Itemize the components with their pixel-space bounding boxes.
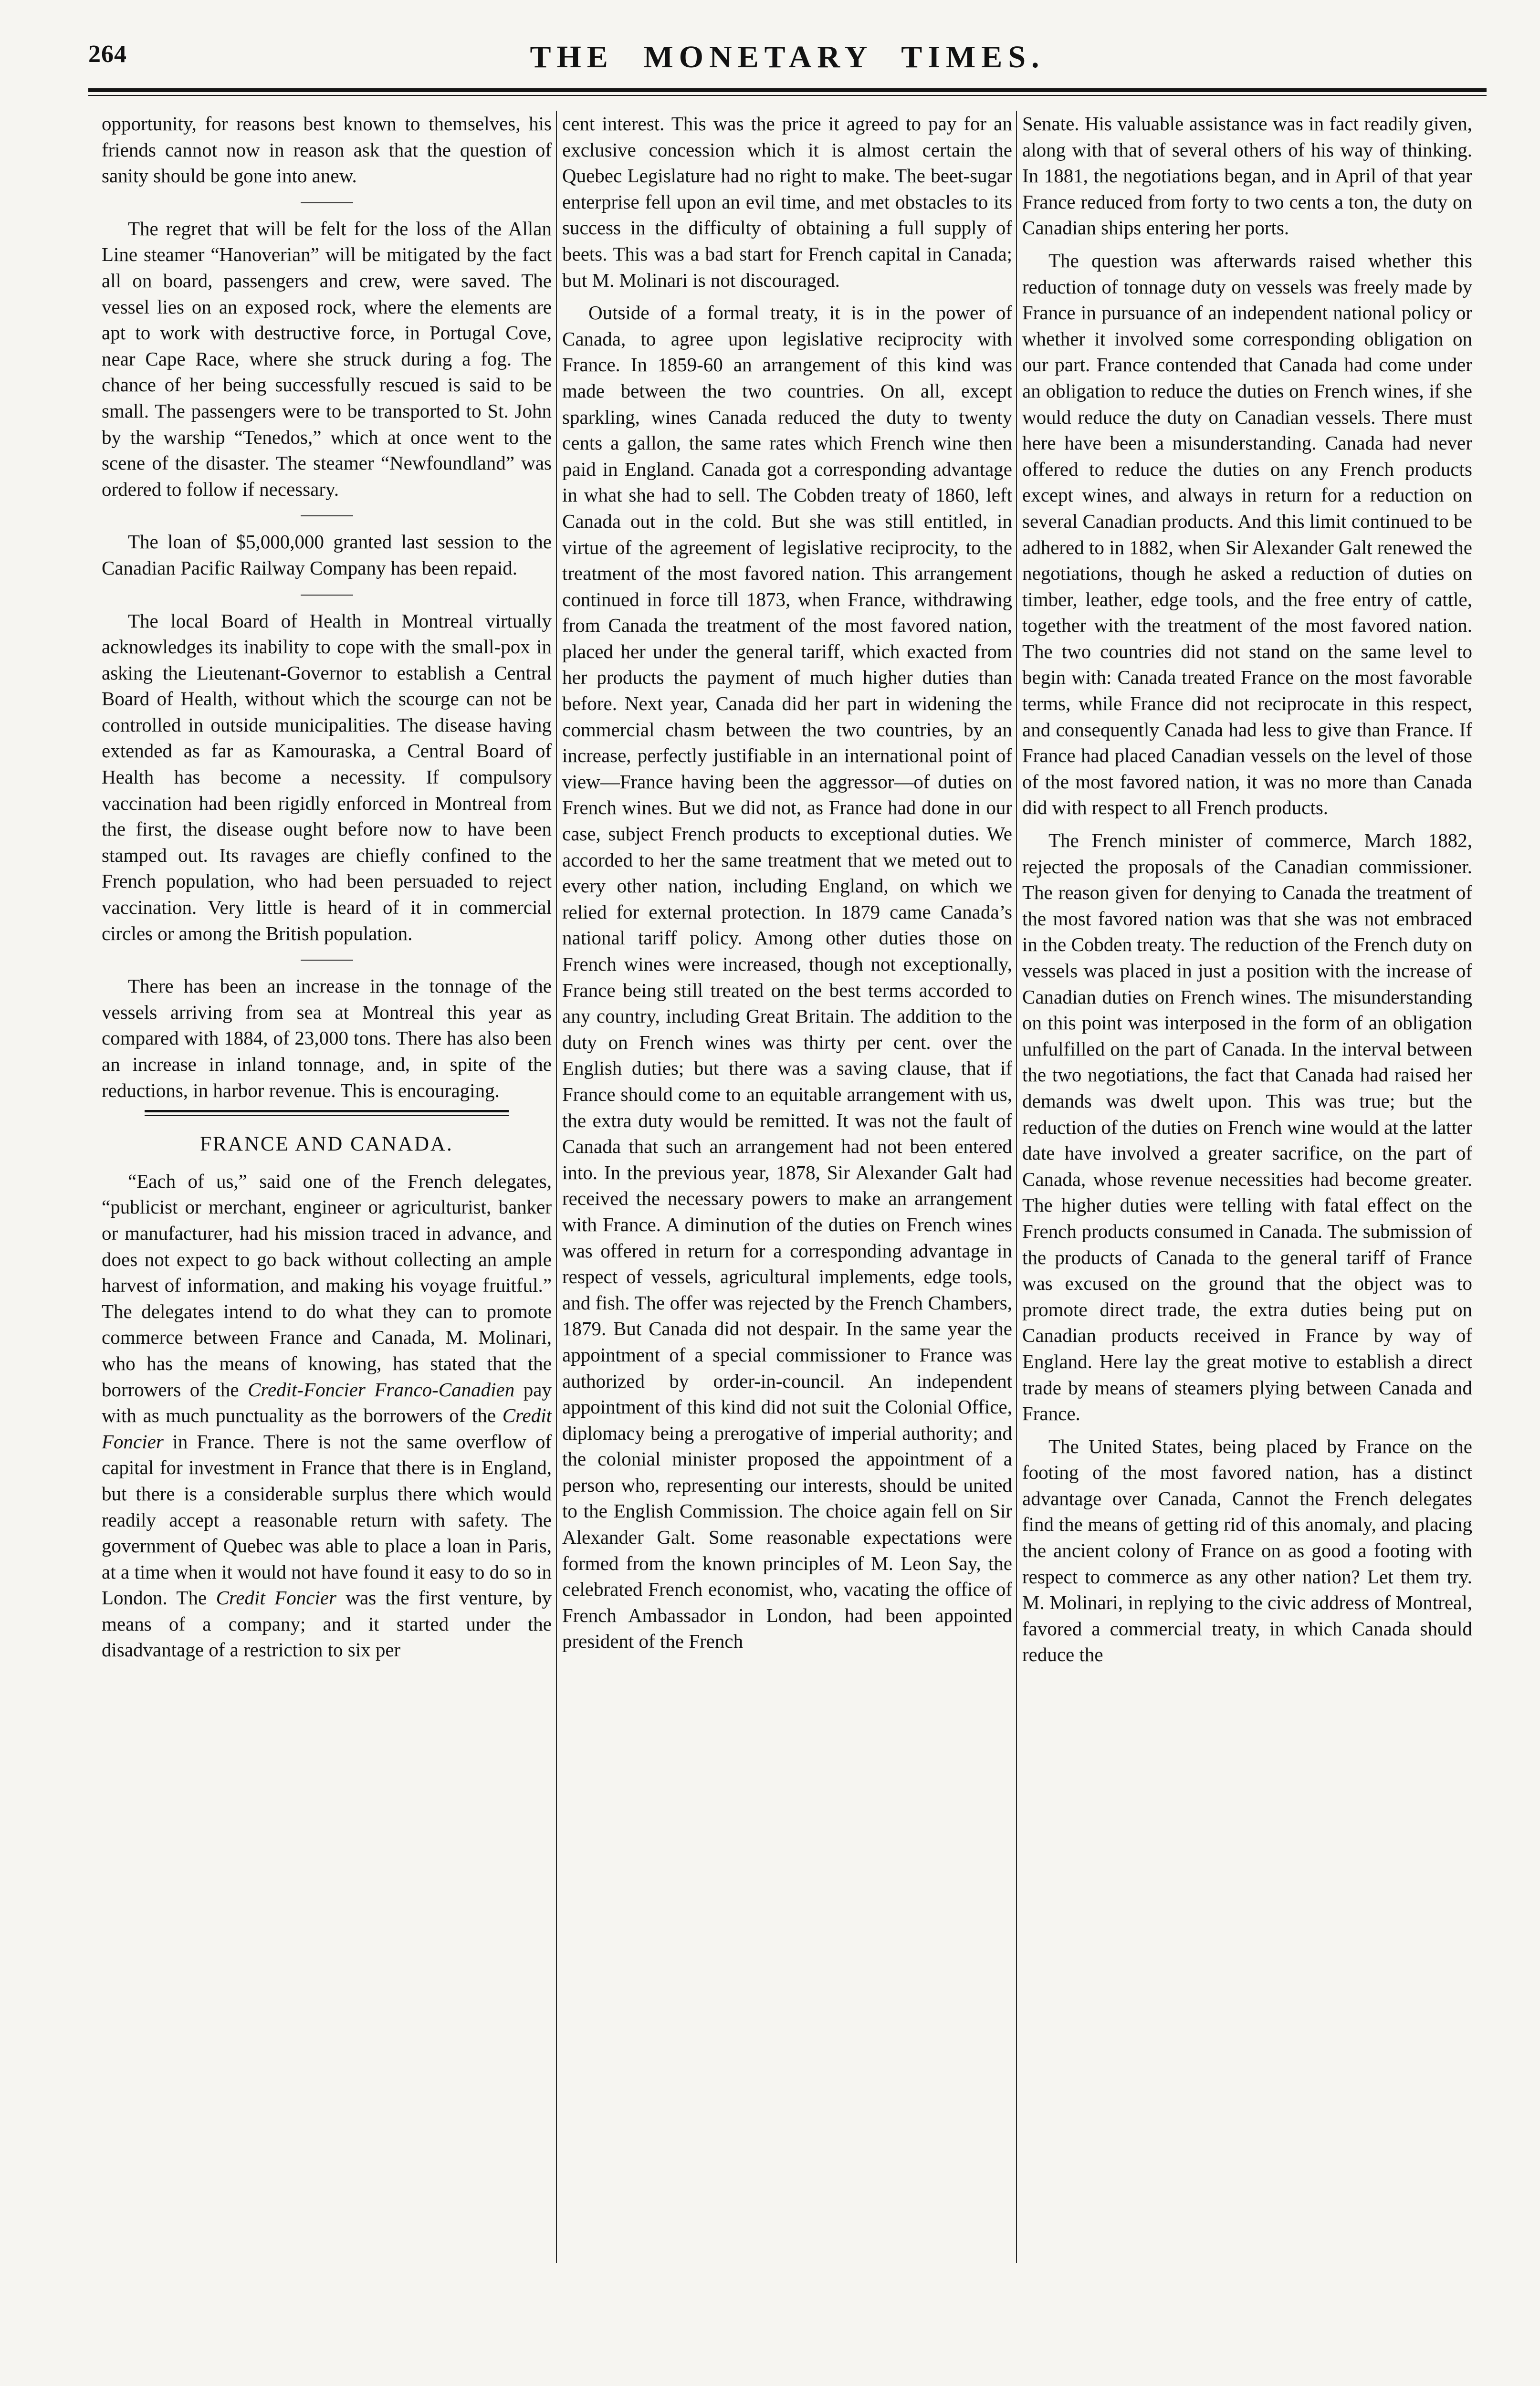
section-rule xyxy=(102,1110,552,1116)
header-rule-thin xyxy=(88,95,1487,96)
text-run: “Each of us,” said one of the French delegates, “publicist or merchant, engineer or agriculturist, banker or manufacturer, had his mission traced in advance, and does not expect to go back without collecting an ample harvest of information, and making his voyage fruitful.” The delegates intend to do what they can to promote commerce between France and Canada, M. Molinari, who has the means of knowing, has stated that the borrowers of the xyxy=(102,1170,552,1401)
column-divider-1 xyxy=(556,111,557,2263)
paragraph: The question was afterwards raised whether this reduction of tonnage duty on vessels was freely made by France in pursuance of an independent national policy or whether it involved some corresponding obligation on our part. France contended that Canada had come under an obligation to reduce the duties on French wines, if she would reduce the duty on Canadian vessels. There must here have been a misunderstanding. Canada had never offered to reduce the duties on any French products except wines, and always in return for a reduction on several Canadian products. And this limit continued to be adhered to in 1882, when Sir Alexander Galt renewed the negotiations, though he asked a reduction of duties on timber, leather, edge tools, and the free entry of cattle, together with the treatment of the most favored nation. The two countries did not stand on the same level to begin with: Canada treated France on the most favorable terms, while France did not reciprocate in this respect, and consequently Canada had less to give than France. If France had placed Canadian vessels on the level of those of the most favored nation, it was no more than Canada did with respect to all French products. xyxy=(1022,249,1472,819)
text-run: was the first venture, by means of a company; and it started under the disadvantage of a restriction to six per xyxy=(102,1587,552,1661)
paragraph: Senate. His valuable assistance was in fact readily given, along with that of several others of his way of thinking. In 1881, the negotiations began, and in April of that year France reduced from forty to two cents a ton, the duty on Canadian ships entering her ports. xyxy=(1022,113,1472,239)
paragraph-separator xyxy=(301,515,353,516)
paragraph: The local Board of Health in Montreal virtually acknowledges its inability to cope with the small-pox in asking the Lieutenant-Governor to establish a Central Board of Health, without which the scourge can not be controlled in outside municipalities. The disease having extended as far as Kamouraska, a Central Board of Health has become a necessity. If compulsory vaccination had been rigidly enforced in Montreal from the first, the disease ought before now to have been stamped out. Its ravages are chiefly confined to the French population, who had been persuaded to reject vaccination. Very little is heard of it in commercial circles or among the British population. xyxy=(102,609,552,944)
text-run: pay with as much punctuality as the borrowers of the xyxy=(102,1378,552,1427)
paragraph-gap xyxy=(1022,1427,1472,1434)
section-rule-thin xyxy=(145,1115,509,1116)
paragraph: The loan of $5,000,000 granted last session to the Canadian Pacific Railway Company has been repaid. xyxy=(102,531,552,579)
header-rule-thick xyxy=(88,88,1487,92)
paragraph xyxy=(102,1168,552,1663)
paragraph: The United States, being placed by France on the footing of the most favored nation, has a distinct advantage over Canada, Cannot the French delegates find the means of getting rid of this anomaly, and placing the ancient colony of France on as good a footing with respect to commerce as any other nation? Let them try. M. Molinari, in replying to the civic address of Montreal, favored a commercial treaty, in which Canada should reduce the xyxy=(1022,1435,1472,1666)
column-3 xyxy=(1022,111,1472,2287)
paragraph-gap xyxy=(1022,241,1472,248)
italic-run: Credit-Foncier Franco-Canadien xyxy=(248,1378,515,1401)
text-run: in France. There is not the same overflow of capital for investment in France that there is in England, but there is a considerable surplus there which would readily accept a reasonable return with safety. The government of Quebec was able to place a loan in Paris, at a time when it would not have found it easy to do so in London. The xyxy=(102,1430,552,1609)
masthead-title: THE MONETARY TIMES. xyxy=(530,40,1045,74)
paragraph-gap xyxy=(562,293,1012,300)
paragraph: opportunity, for reasons best known to themselves, his friends cannot now in reason ask that the question of sanity should be gone into anew. xyxy=(102,113,552,187)
column-2 xyxy=(562,111,1012,2287)
paragraph-separator xyxy=(301,960,353,961)
paragraph-separator xyxy=(301,595,353,596)
paragraph-gap xyxy=(1022,821,1472,827)
paragraph: The regret that will be felt for the loss of the Allan Line steamer “Hanoverian” will be mitigated by the fact all on board, passengers and crew, were saved. The vessel lies on an exposed rock, where the elements are apt to work with destructive force, in Portugal Cove, near Cape Race, where she struck during a fog. The chance of her being successfully rescued is said to be small. The passengers were to be transported to St. John by the warship “Tenedos,” which at once went to the scene of the disaster. The steamer “Newfoundland” was ordered to follow if necessary. xyxy=(102,217,552,500)
article-heading: FRANCE AND CANADA. xyxy=(200,1133,453,1156)
column-divider-2 xyxy=(1016,111,1017,2263)
paragraph-separator xyxy=(301,202,353,203)
column-1 xyxy=(102,111,552,2287)
paragraph: cent interest. This was the price it agreed to pay for an exclusive concession which it is almost certain the Quebec Legislature had no right to make. The beet-sugar enterprise fell upon an evil time, and met obstacles to its success in the difficulty of obtaining a full supply of beets. This was a bad start for French capital in Canada; but M. Molinari is not discouraged. xyxy=(562,113,1012,291)
paragraph: Outside of a formal treaty, it is in the power of Canada, to agree upon legislative reciprocity with France. In 1859-60 an arrangement of this kind was made between the two countries. On all, except sparkling, wines Canada reduced the duty to twenty cents a gallon, the same rates which French wine then paid in England. Canada got a corresponding advantage in what she had to sell. The Cobden treaty of 1860, left Canada out in the cold. But she was still entitled, in virtue of the agreement of legislative reciprocity, to the treatment of the most favored nation. This arrangement continued in force till 1873, when France, withdrawing from Canada the treatment of the most favored nation, placed her under the general tariff, which exacted from her products the payment of much higher duties than before. Next year, Canada did her part in widening the commercial chasm between the two countries, by an increase, perfectly justifiable in an international point of view—France having been the aggressor—of duties on French wines. But we did not, as France had done in our case, subject French products to exceptional duties. We accorded to her the same treatment that we meted out to every other nation, including England, on which we relied for external protection. In 1879 came Canada’s national tariff policy. Among other duties those on French wines were increased, though not exceptionally, France being still treated on the best terms accorded to any country, including Great Britain. The addition to the duty on French wines was thirty per cent. over the English duties; but there was a saving clause, that if France should come to an equitable arrangement with us, the extra duty would be remitted. It was not the fault of Canada that such an arrangement had not been entered into. In the previous year, 1878, Sir Alexander Galt had received the necessary powers to make an arrangement with France. A diminution of the duties on French wines was offered in return for a corresponding advantage in respect of vessels, agricultural implements, edge tools, and fish. The offer was rejected by the French Chambers, 1879. But Canada did not despair. In the same year the appointment of a special commissioner to France was authorized by order-in-council. An independent appointment of this kind did not suit the Colonial Office, diplomacy being a prerogative of imperial authority; and the colonial minister proposed the appointment of a person who, representing our interests, should be united to the English Commission. The choice again fell on Sir Alexander Galt. Some reasonable expectations were formed from the known principles of M. Leon Say, the celebrated French economist, who, vacating the office of French Ambassador in London, had been appointed president of the French xyxy=(562,302,1012,1653)
italic-run: Credit Foncier xyxy=(216,1587,336,1609)
italic-run: Credit Foncier xyxy=(102,1404,552,1453)
paragraph: There has been an increase in the tonnage of the vessels arriving from sea at Montreal this year as compared with 1884, of 23,000 tons. There has also been an increase in inland tonnage, and, in spite of the reductions, in harbor revenue. This is encouraging. xyxy=(102,975,552,1101)
page-number: 264 xyxy=(88,41,127,68)
section-rule-thick xyxy=(145,1110,509,1112)
paragraph: The French minister of commerce, March 1882, rejected the proposals of the Canadian commissioner. The reason given for denying to Canada the treatment of the most favored nation was that she was not embraced in the Cobden treaty. The reduction of the French duty on vessels was placed in just a position with the increase of Canadian duties on French wines. The misunderstanding on this point was interposed in the form of an obligation unfulfilled on the part of Canada. In the interval between the two negotiations, the fact that Canada had raised her demands was dwelt upon. This was true; but the reduction of the duties on French wine would at the latter date have involved a greater sacrifice, on the part of Canada, whose revenue necessities had become greater. The higher duties were telling with fatal effect on the French products consumed in Canada. The submission of the products of Canada to the general tariff of France was excused on the ground that the object was to promote direct trade, the extra duties being put on Canadian products received in France by way of England. Here lay the great motive to establish a direct trade by means of steamers plying between Canada and France. xyxy=(1022,829,1472,1425)
page-header xyxy=(88,39,1487,84)
